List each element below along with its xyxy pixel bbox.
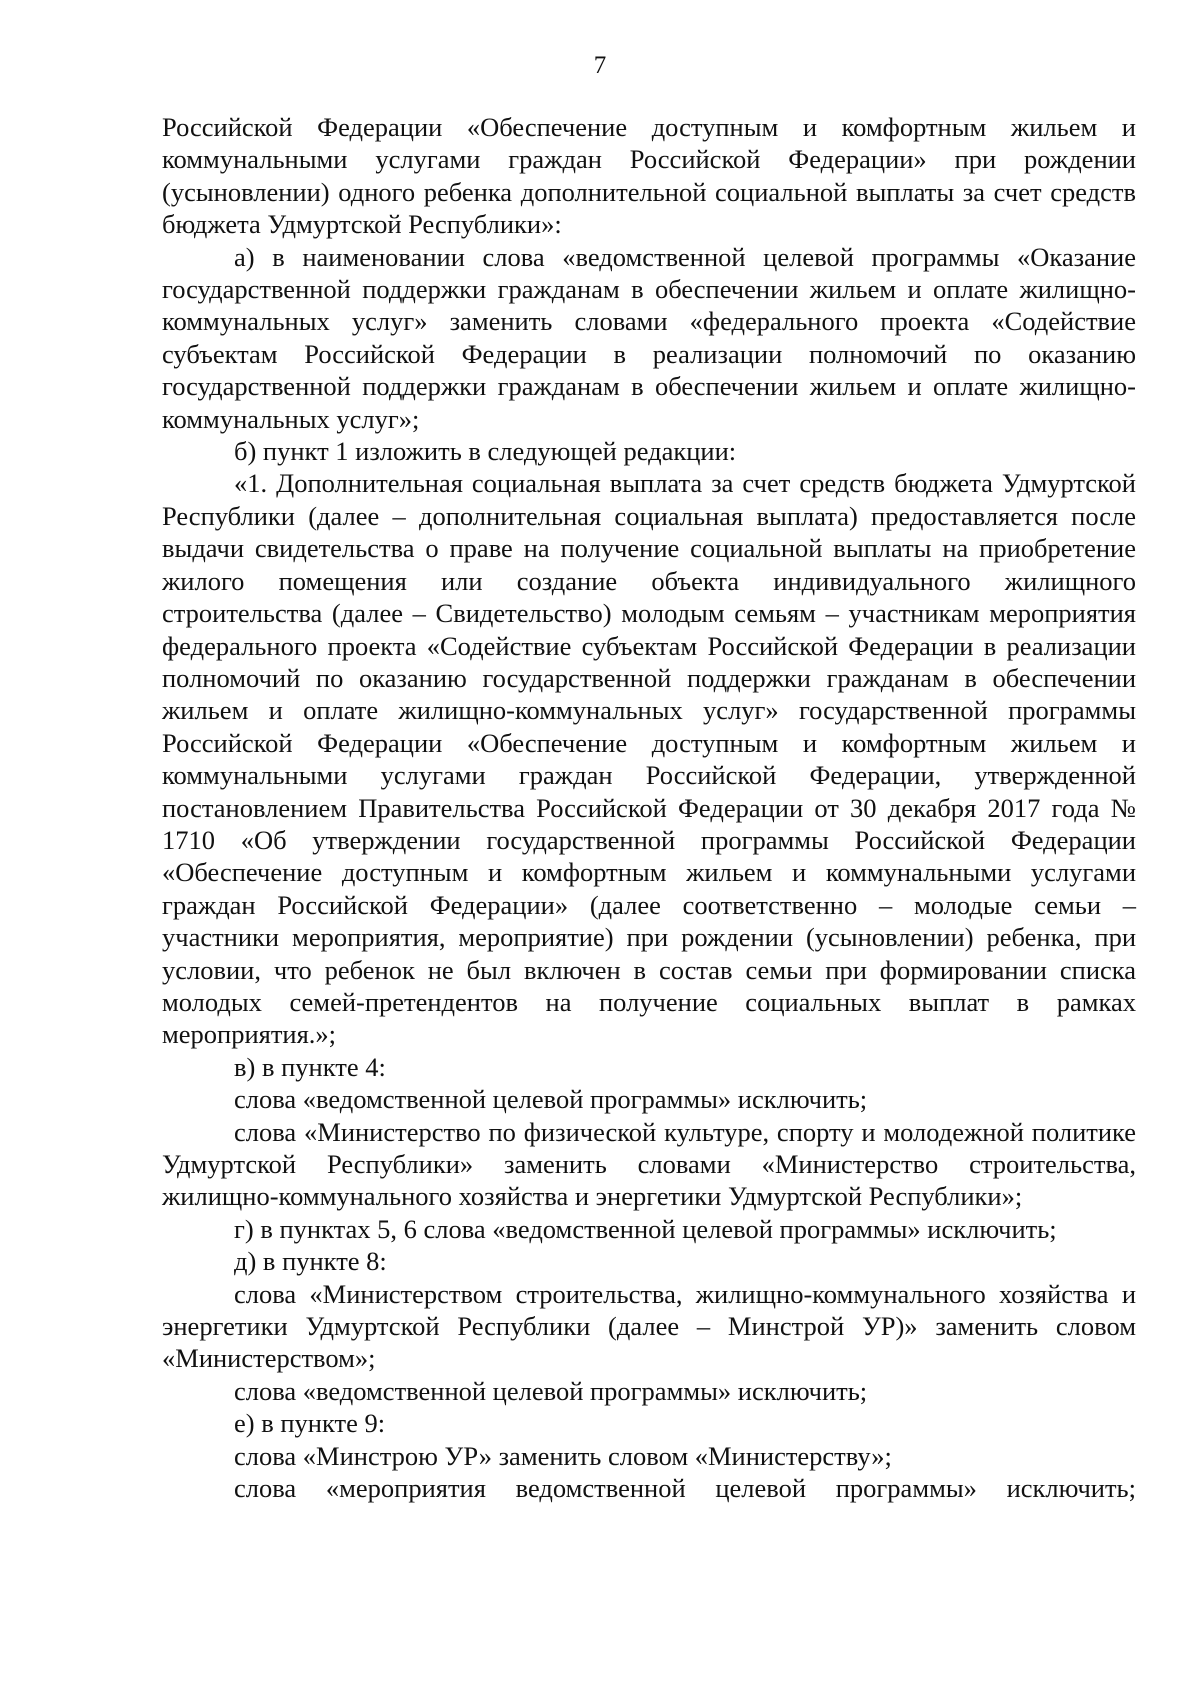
document-body — [162, 111, 1136, 1504]
paragraph-item-d: д) в пункте 8: — [234, 1246, 387, 1277]
paragraph-item-e: е) в пункте 9: — [234, 1408, 386, 1439]
paragraph-item-d-1: слова «Министерством строительства, жилищно-коммунального хозяйства и энергетики Удмуртской Республики (далее – Минстрой УР)» заменить словом «Министерством»; — [162, 1278, 1136, 1374]
paragraph-item-e-1: слова «Минстрою УР» заменить словом «Министерству»; — [234, 1440, 892, 1471]
paragraph-item-a: а) в наименовании слова «ведомственной целевой программы «Оказание государственной поддержки гражданам в обеспечении жильем и оплате жилищно-коммунальных услуг» заменить словами «федерального проекта «Содействие субъектам Российской Федерации в реализации полномочий по оказанию государственной поддержки гражданам в обеспечении жильем и оплате жилищно-коммунальных услуг»; — [162, 241, 1136, 434]
paragraph-intro: Российской Федерации «Обеспечение доступным и комфортным жильем и коммунальными услугами граждан Российской Федерации» при рождении (усыновлении) одного ребенка дополнительной социальной выплаты за счет средств бюджета Удмуртской Республики»: — [162, 112, 1136, 240]
paragraph-item-v-1: слова «ведомственной целевой программы» исключить; — [234, 1084, 868, 1115]
paragraph-item-v: в) в пункте 4: — [234, 1051, 386, 1082]
paragraph-item-d-2: слова «ведомственной целевой программы» исключить; — [234, 1375, 868, 1406]
paragraph-item-e-2: слова «мероприятия ведомственной целевой программы» исключить; — [234, 1473, 1136, 1504]
paragraph-item-g: г) в пунктах 5, 6 слова «ведомственной целевой программы» исключить; — [234, 1213, 1057, 1244]
page-number: 7 — [593, 52, 607, 79]
paragraph-point-1-text: «1. Дополнительная социальная выплата за счет средств бюджета Удмуртской Республики (далее – дополнительная социальная выплата) предоставляется после выдачи свидетельства о праве на получение социальной выплаты на приобретение жилого помещения или создание объекта индивидуального жилищного строительства (далее – Свидетельство) молодым семьям – участникам мероприятия федерального проекта «Содействие субъектам Российской Федерации в реализации полномочий по оказанию государственной поддержки гражданам в обеспечении жильем и оплате жилищно-коммунальных услуг» государственной программы Российской Федерации «Обеспечение доступным и комфортным жильем и коммунальными услугами граждан Российской Федерации, утвержденной постановлением Правительства Российской Федерации от 30 декабря 2017 года № 1710 «Об утверждении государственной программы Российской Федерации «Обеспечение доступным и комфортным жильем и коммунальными услугами граждан Российской Федерации» (далее соответственно – молодые семьи – участники мероприятия, мероприятие) при рождении (усыновлении) ребенка, при условии, что ребенок не был включен в состав семьи при формировании списка молодых семей-претендентов на получение социальных выплат в рамках мероприятия.»; — [162, 468, 1136, 1050]
paragraph-item-v-2: слова «Министерство по физической культуре, спорту и молодежной политике Удмуртской Республики» заменить словами «Министерство строительства, жилищно-коммунального хозяйства и энергетики Удмуртской Республики»; — [162, 1116, 1136, 1212]
paragraph-item-b: б) пункт 1 изложить в следующей редакции: — [234, 436, 737, 467]
